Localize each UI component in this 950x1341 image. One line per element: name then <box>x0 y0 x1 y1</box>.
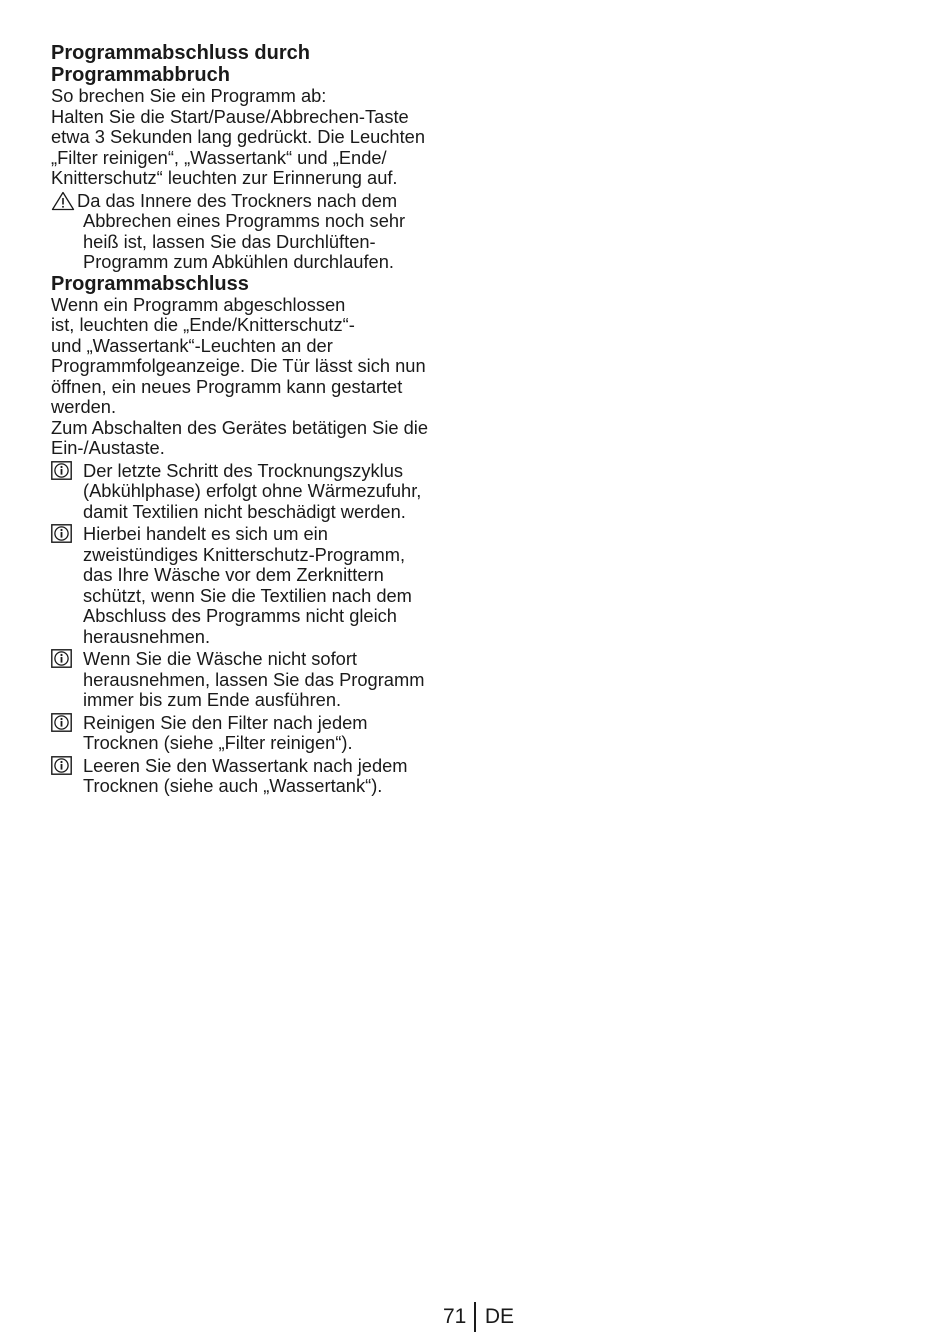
text-line: zweistündiges Knitterschutz-Programm, <box>83 543 406 565</box>
text-line: Wenn Sie die Wäsche nicht sofort <box>83 648 358 669</box>
text-line: Trocknen (siehe auch „Wassertank“). <box>83 775 383 796</box>
end-instructions <box>51 295 461 459</box>
info-note <box>51 756 461 797</box>
info-icon <box>51 461 72 485</box>
text-line: Programmfolgeanzeige. Die Tür lässt sich nun <box>51 355 426 376</box>
text-line: Wenn ein Programm abgeschlossen <box>51 293 346 315</box>
text-line: immer bis zum Ende ausführen. <box>83 689 342 710</box>
text-line: herausnehmen. <box>83 625 211 647</box>
page-content <box>51 42 461 797</box>
text-line: So brechen Sie ein Programm ab: <box>51 85 327 106</box>
info-icon <box>51 756 72 780</box>
warning-note <box>51 191 461 273</box>
text-line: Programm zum Abkühlen durchlaufen. <box>83 251 394 272</box>
text-line: Halten Sie die Start/Pause/Abbrechen-Taste <box>51 105 409 127</box>
text-line: etwa 3 Sekunden lang gedrückt. Die Leuchten <box>51 126 426 147</box>
section-heading-abort <box>51 42 461 86</box>
text-line: damit Textilien nicht beschädigt werden. <box>83 500 406 522</box>
info-note <box>51 524 461 647</box>
text-line: „Filter reinigen“, „Wassertank“ und „Ende/ <box>51 146 387 168</box>
text-line: heiß ist, lassen Sie das Durchlüften- <box>83 230 376 252</box>
warning-triangle-icon <box>51 191 75 216</box>
info-note <box>51 461 461 523</box>
info-icon <box>51 524 72 548</box>
text-line: Ein-/Austaste. <box>51 437 165 458</box>
text-line: das Ihre Wäsche vor dem Zerknittern <box>83 564 384 585</box>
text-line: öffnen, ein neues Programm kann gestartet <box>51 375 403 397</box>
section-heading-end: Programmabschluss <box>51 272 249 295</box>
text-line: Zum Abschalten des Gerätes betätigen Sie die <box>51 416 429 438</box>
heading-line: Programmabschluss durch <box>51 42 310 64</box>
text-line: (Abkühlphase) erfolgt ohne Wärmezufuhr, <box>83 480 422 501</box>
text-line: Da das Innere des Trockners nach dem <box>77 189 398 211</box>
abort-instructions <box>51 86 461 189</box>
text-line: Abbrechen eines Programms noch sehr <box>83 210 406 231</box>
page-number: 71 <box>443 1305 467 1328</box>
text-line: Trocknen (siehe „Filter reinigen“). <box>83 732 353 753</box>
text-line: und „Wassertank“-Leuchten an der <box>51 334 333 356</box>
info-icon <box>51 649 72 673</box>
info-note <box>51 649 461 711</box>
footer-divider <box>474 1302 476 1332</box>
language-code: DE <box>484 1305 515 1328</box>
text-line: Knitterschutz“ leuchten zur Erinnerung auf. <box>51 167 398 188</box>
heading-line: Programmabbruch <box>51 64 230 86</box>
text-line: Reinigen Sie den Filter nach jedem <box>83 711 368 733</box>
page-footer <box>443 1302 514 1332</box>
info-icon <box>51 713 72 737</box>
text-line: ist, leuchten die „Ende/Knitterschutz“- <box>51 314 355 335</box>
text-line: Leeren Sie den Wassertank nach jedem <box>83 754 408 776</box>
text-line: Abschluss des Programms nicht gleich <box>83 605 397 626</box>
text-line: Hierbei handelt es sich um ein <box>83 523 328 544</box>
text-line: Der letzte Schritt des Trocknungszyklus <box>83 459 404 481</box>
text-line: werden. <box>51 396 117 417</box>
text-line: herausnehmen, lassen Sie das Programm <box>83 668 425 690</box>
info-note <box>51 713 461 754</box>
text-line: schützt, wenn Sie die Textilien nach dem <box>83 584 412 606</box>
